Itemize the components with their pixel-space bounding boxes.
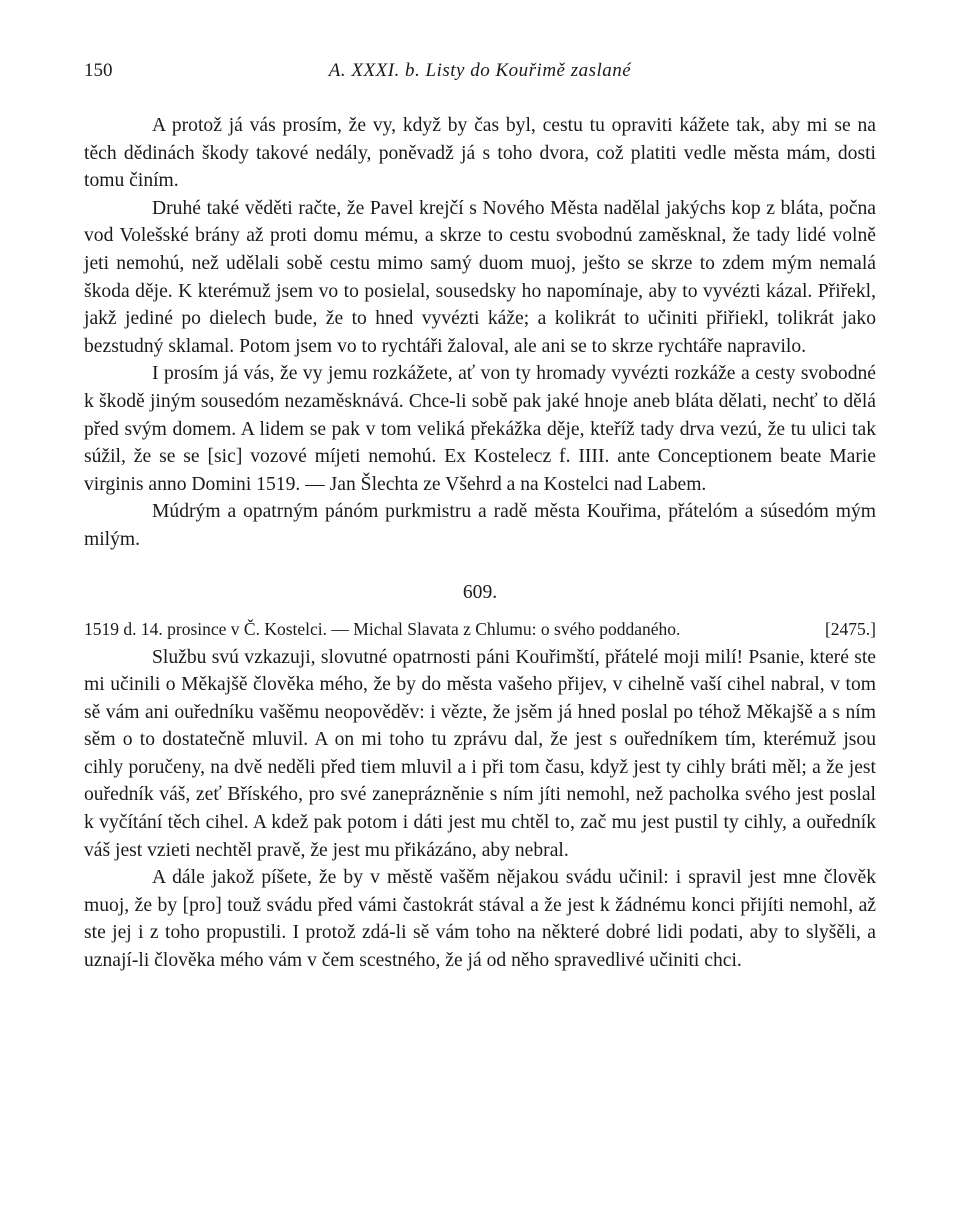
body-text xyxy=(84,112,876,975)
book-page xyxy=(84,60,876,975)
document-regest xyxy=(84,616,876,642)
paragraph: A protož já vás prosím, že vy, když by čas byl, cestu tu opraviti kážete tak, aby mi se na těch dědinách škody takové nedály, poněvadž já s toho dvora, což platiti vedle města mám, dosti tomu činím. xyxy=(84,115,876,192)
paragraph: Druhé také věděti račte, že Pavel krejčí s Nového Města nadělal jakýchs kop z bláta, počna vod Volešské brány až proti domu mému, a skrze to cestu svobodnú zaměsknal, že tady lidé volně jeti nemohú, než udělali sobě cestu mimo samý duom muoj, ješto se skrze to zdem mým nemalá škoda děje. K kterémuž jsem vo to posielal, sousedsky ho napomínaje, aby to vyvézti kázal. Přiřekl, jakž jediné po dielech bude, že to hned vyvézti káže; a kolikrát to učiniti přiřiekl, tolikrát jako bezstudný sklamal. Potom jsem vo to rychtáři žaloval, ale ani se to skrze rychtáře napravilo. xyxy=(84,197,876,357)
paragraph: I prosím já vás, že vy jemu rozkážete, ať von ty hromady vyvézti rozkáže a cesty svobodné k škodě jiným sousedóm nezaměsknává. Chce-li sobě pak jaké hnoje aneb bláta dělati, nechť to dělá před svým domem. A lidem se pak v tom veliká překážka děje, kteříž tady drva vezú, že tu ulici tak súžil, že se se [sic] vozové míjeti nemohú. Ex Kostelecz f. IIII. ante Conceptionem beate Marie virginis anno Domini 1519. — Jan Šlechta ze Všehrd a na Kostelci nad Labem. xyxy=(84,363,876,495)
regest-text: 1519 d. 14. prosince v Č. Kostelci. — Michal Slavata z Chlumu: o svého poddaného. xyxy=(84,618,681,639)
document-number: 609. xyxy=(462,581,498,603)
archive-reference: [2475.] xyxy=(824,618,876,639)
page-number: 150 xyxy=(84,60,113,81)
address-paragraph: Múdrým a opatrným pánóm purkmistru a radě města Kouřima, přátelóm a súsedóm mým milým. xyxy=(84,501,876,550)
running-head xyxy=(84,60,876,90)
paragraph: A dále jakož píšete, že by v městě vašěm nějakou svádu učinil: i spravil jest mne člověk muoj, že by [pro] touž svádu před vámi častokrát stával a že jest k žádnému konci přijíti nemohl, až ste jej i z toho propustili. I protož zdá-li sě vám toho na některé dobré lidi podati, aby to slyšěli, a uznají-li člověka mého vám v čem scestného, že já od něho spravedlivé učiniti chci. xyxy=(84,867,876,972)
running-title: A. XXXI. b. Listy do Kouřimě zaslané xyxy=(328,60,632,81)
paragraph: Službu svú vzkazuji, slovutné opatrnosti páni Kouřimští, přátelé moji milí! Psanie, které ste mi učinili o Měkajšě člověka mého, že by do města vašeho přijev, v cihelně vaší cihel nabral, v tom sě vám ani ouředníku vašěmu neopověděv: i vězte, že jsěm já hned poslal po téhož Měkajšě a s ním sěm o to dostatečně mluvil. A on mi toho tu zprávu dal, že jest s ouředníkem tím, kterémuž jsou cihly poručeny, na dvě neděli před tiem mluvil a i při tom času, když jest ty cihly bráti měl; a že jest ouředník váš, zeť Bříského, pro své zaneprázněnie s ním jíti nemohl, než pacholka svého jest poslal k vyčítání těch cihel. A kdež pak potom i dáti jest mu chtěl to, zač mu jest pustil ty cihly, a ouředník váš jest vzieti nechtěl pravě, že jest mu přikázáno, aby nebral. xyxy=(84,646,876,861)
